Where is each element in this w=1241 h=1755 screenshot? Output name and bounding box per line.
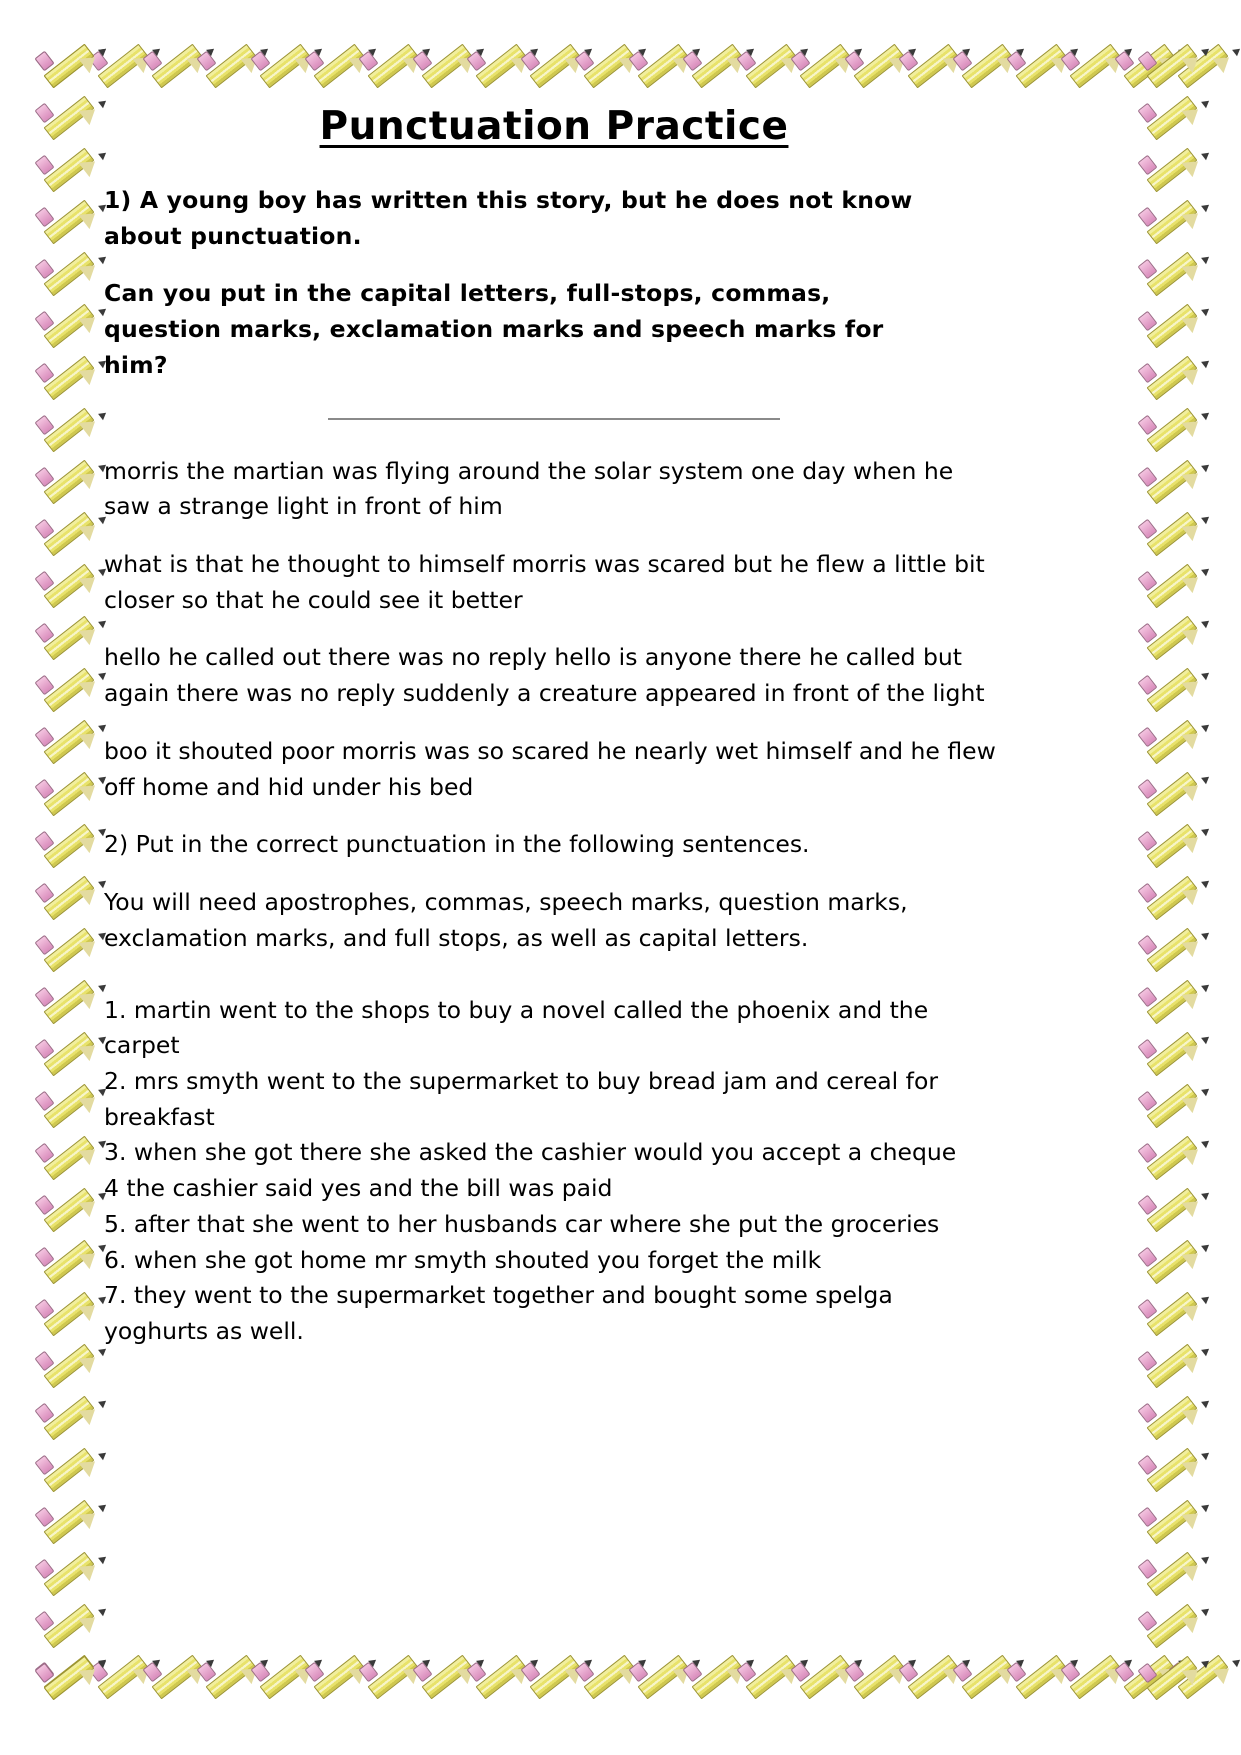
pencil-tip-icon — [78, 1038, 100, 1061]
pencil-tip-icon — [1181, 102, 1203, 125]
pencil-icon — [42, 1448, 96, 1500]
pencil-icon — [690, 44, 744, 96]
pencil-icon — [1145, 356, 1199, 408]
pencil-icon — [42, 772, 96, 824]
pencil-tip-icon — [1181, 674, 1203, 697]
question-1-prompt: 1) A young boy has written this story, but he does not know about punctuation. — [104, 186, 913, 250]
pencil-icon — [1145, 616, 1199, 668]
pencil-icon — [204, 44, 258, 96]
list-item: 1. martin went to the shops to buy a novel called the phoenix and the carpet — [104, 995, 929, 1060]
pencil-tip-icon — [1181, 1558, 1203, 1581]
pencil-icon — [42, 1656, 96, 1708]
pencil-icon — [1068, 1655, 1122, 1707]
pencil-tip-icon — [1181, 1194, 1203, 1217]
pencil-border-top — [42, 44, 1230, 96]
pencil-tip-icon — [78, 726, 100, 749]
pencil-tip-icon — [78, 102, 100, 125]
pencil-icon — [150, 44, 204, 96]
story-paragraph-1: morris the martian was flying around the solar system one day when he saw a strange light in front of him — [104, 456, 954, 521]
pencil-icon — [1145, 876, 1199, 928]
pencil-icon — [42, 356, 96, 408]
pencil-tip-icon — [78, 362, 100, 385]
pencil-tip-icon — [78, 674, 100, 697]
pencil-tip-icon — [1181, 258, 1203, 281]
pencil-icon — [1145, 148, 1199, 200]
pencil-icon — [1145, 1656, 1199, 1708]
pencil-icon — [42, 96, 96, 148]
pencil-icon — [744, 1655, 798, 1707]
pencil-tip-icon — [78, 206, 100, 229]
pencil-tip-icon — [1181, 570, 1203, 593]
list-item: 2. mrs smyth went to the supermarket to buy bread jam and cereal for breakfast — [104, 1066, 938, 1131]
pencil-icon — [420, 1655, 474, 1707]
pencil-icon — [42, 148, 96, 200]
pencil-icon — [1014, 1655, 1068, 1707]
pencil-tip-icon — [1181, 206, 1203, 229]
pencil-icon — [1145, 200, 1199, 252]
pencil-icon — [744, 44, 798, 96]
pencil-icon — [960, 44, 1014, 96]
pencil-tip-icon — [1181, 1246, 1203, 1269]
pencil-icon — [42, 1084, 96, 1136]
list-item: 7. they went to the supermarket together and bought some spelga yoghurts as well. — [104, 1281, 893, 1345]
pencil-tip-icon — [1181, 466, 1203, 489]
pencil-icon — [690, 1655, 744, 1707]
pencil-icon — [1145, 772, 1199, 824]
pencil-icon — [258, 44, 312, 96]
pencil-icon — [42, 512, 96, 564]
pencil-tip-icon — [78, 1298, 100, 1321]
pencil-icon — [1145, 1344, 1199, 1396]
pencil-icon — [366, 1655, 420, 1707]
pencil-icon — [528, 1655, 582, 1707]
pencil-icon — [1068, 44, 1122, 96]
pencil-icon — [1145, 928, 1199, 980]
pencil-icon — [258, 1655, 312, 1707]
sentence-list — [104, 993, 1004, 1350]
question-1-instruction: Can you put in the capital letters, full-stops, commas, question marks, exclamation marks and speech marks for him? — [104, 279, 884, 379]
pencil-icon — [1145, 1084, 1199, 1136]
pencil-icon — [1145, 564, 1199, 616]
pencil-tip-icon — [1181, 414, 1203, 437]
pencil-icon — [1145, 720, 1199, 772]
pencil-icon — [42, 1240, 96, 1292]
pencil-icon — [42, 876, 96, 928]
pencil-icon — [1145, 1396, 1199, 1448]
pencil-icon — [42, 616, 96, 668]
story-paragraph-4: boo it shouted poor morris was so scared he nearly wet himself and he flew off home and hid under his bed — [104, 736, 996, 801]
pencil-icon — [312, 44, 366, 96]
pencil-icon — [1145, 1292, 1199, 1344]
pencil-tip-icon — [1181, 934, 1203, 957]
pencil-icon — [366, 44, 420, 96]
pencil-icon — [42, 200, 96, 252]
pencil-icon — [1014, 44, 1068, 96]
pencil-tip-icon — [78, 622, 100, 645]
pencil-icon — [312, 1655, 366, 1707]
pencil-icon — [42, 1552, 96, 1604]
pencil-tip-icon — [1212, 50, 1234, 73]
pencil-icon — [42, 564, 96, 616]
pencil-icon — [1145, 1136, 1199, 1188]
pencil-tip-icon — [1181, 830, 1203, 853]
page-title: Punctuation Practice — [319, 104, 789, 149]
pencil-tip-icon — [78, 986, 100, 1009]
pencil-tip-icon — [78, 1142, 100, 1165]
pencil-icon — [1145, 96, 1199, 148]
pencil-icon — [636, 1655, 690, 1707]
pencil-tip-icon — [78, 1558, 100, 1581]
pencil-tip-icon — [1181, 362, 1203, 385]
divider-line — [328, 418, 780, 420]
pencil-icon — [42, 1032, 96, 1084]
pencil-tip-icon — [78, 882, 100, 905]
pencil-border-right — [1145, 44, 1199, 1708]
pencil-tip-icon — [78, 518, 100, 541]
section-divider — [104, 418, 1004, 420]
pencil-icon — [798, 44, 852, 96]
pencil-icon — [42, 460, 96, 512]
pencil-tip-icon — [1181, 778, 1203, 801]
pencil-tip-icon — [78, 934, 100, 957]
pencil-tip-icon — [78, 1610, 100, 1633]
pencil-icon — [42, 1604, 96, 1656]
pencil-icon — [42, 1396, 96, 1448]
pencil-tip-icon — [78, 1402, 100, 1425]
pencil-tip-icon — [78, 466, 100, 489]
pencil-icon — [42, 1292, 96, 1344]
worksheet-content — [104, 104, 1004, 1350]
pencil-icon — [150, 1655, 204, 1707]
pencil-icon — [1145, 1032, 1199, 1084]
pencil-icon — [1145, 1188, 1199, 1240]
pencil-tip-icon — [78, 1194, 100, 1217]
question-2-prompt: 2) Put in the correct punctuation in the following sentences. — [104, 830, 810, 859]
pencil-tip-icon — [78, 1506, 100, 1529]
pencil-tip-icon — [78, 1090, 100, 1113]
pencil-tip-icon — [1181, 882, 1203, 905]
pencil-icon — [852, 44, 906, 96]
pencil-icon — [852, 1655, 906, 1707]
pencil-tip-icon — [78, 258, 100, 281]
pencil-tip-icon — [1181, 154, 1203, 177]
pencil-tip-icon — [1181, 1142, 1203, 1165]
pencil-icon — [42, 824, 96, 876]
pencil-icon — [906, 1655, 960, 1707]
pencil-icon — [42, 408, 96, 460]
list-item: 3. when she got there she asked the cashier would you accept a cheque — [104, 1138, 957, 1167]
pencil-icon — [204, 1655, 258, 1707]
pencil-icon — [1145, 1448, 1199, 1500]
pencil-tip-icon — [1181, 518, 1203, 541]
pencil-icon — [1145, 1240, 1199, 1292]
pencil-tip-icon — [78, 830, 100, 853]
pencil-icon — [528, 44, 582, 96]
pencil-tip-icon — [1181, 1610, 1203, 1633]
pencil-icon — [42, 1188, 96, 1240]
pencil-tip-icon — [78, 1246, 100, 1269]
pencil-icon — [42, 720, 96, 772]
pencil-icon — [1145, 408, 1199, 460]
pencil-icon — [1145, 252, 1199, 304]
question-2-instruction: You will need apostrophes, commas, speech marks, question marks, exclamation marks, and full stops, as well as capital letters. — [104, 888, 908, 952]
pencil-tip-icon — [1181, 986, 1203, 1009]
pencil-tip-icon — [1181, 1402, 1203, 1425]
pencil-tip-icon — [78, 414, 100, 437]
list-item: 4 the cashier said yes and the bill was paid — [104, 1174, 613, 1203]
pencil-tip-icon — [1181, 1350, 1203, 1373]
pencil-icon — [42, 252, 96, 304]
story-paragraph-3: hello he called out there was no reply hello is anyone there he called but again there was no reply suddenly a creature appeared in front of the light — [104, 643, 985, 708]
pencil-tip-icon — [1212, 1661, 1234, 1684]
pencil-tip-icon — [1181, 726, 1203, 749]
pencil-icon — [42, 304, 96, 356]
pencil-icon — [636, 44, 690, 96]
story-paragraph-2: what is that he thought to himself morris was scared but he flew a little bit closer so that he could see it better — [104, 550, 985, 614]
list-item: 6. when she got home mr smyth shouted you forget the milk — [104, 1245, 822, 1274]
pencil-icon — [1145, 824, 1199, 876]
pencil-icon — [1145, 1552, 1199, 1604]
pencil-tip-icon — [1181, 622, 1203, 645]
pencil-tip-icon — [78, 778, 100, 801]
pencil-tip-icon — [78, 310, 100, 333]
list-item: 5. after that she went to her husbands car where she put the groceries — [104, 1209, 940, 1238]
pencil-icon — [1145, 512, 1199, 564]
pencil-icon — [474, 44, 528, 96]
pencil-border-left — [42, 44, 96, 1708]
pencil-icon — [960, 1655, 1014, 1707]
pencil-tip-icon — [78, 570, 100, 593]
pencil-icon — [1145, 304, 1199, 356]
pencil-tip-icon — [1181, 1298, 1203, 1321]
pencil-tip-icon — [78, 1350, 100, 1373]
pencil-tip-icon — [78, 1454, 100, 1477]
pencil-icon — [42, 1500, 96, 1552]
pencil-tip-icon — [1181, 1454, 1203, 1477]
pencil-tip-icon — [78, 154, 100, 177]
pencil-icon — [42, 1344, 96, 1396]
pencil-icon — [1145, 668, 1199, 720]
pencil-icon — [798, 1655, 852, 1707]
pencil-tip-icon — [1181, 1506, 1203, 1529]
pencil-icon — [42, 928, 96, 980]
pencil-icon — [42, 668, 96, 720]
pencil-tip-icon — [1181, 1090, 1203, 1113]
pencil-icon — [42, 1136, 96, 1188]
pencil-tip-icon — [1181, 1038, 1203, 1061]
pencil-border-bottom — [42, 1655, 1230, 1707]
pencil-icon — [42, 980, 96, 1032]
pencil-icon — [420, 44, 474, 96]
pencil-icon — [906, 44, 960, 96]
pencil-icon — [1145, 460, 1199, 512]
pencil-icon — [1145, 980, 1199, 1032]
spacer — [104, 979, 1004, 993]
pencil-icon — [582, 44, 636, 96]
pencil-icon — [582, 1655, 636, 1707]
pencil-icon — [1145, 1500, 1199, 1552]
pencil-icon — [1145, 1604, 1199, 1656]
pencil-icon — [42, 44, 96, 96]
pencil-tip-icon — [1181, 310, 1203, 333]
pencil-icon — [1145, 44, 1199, 96]
pencil-icon — [474, 1655, 528, 1707]
